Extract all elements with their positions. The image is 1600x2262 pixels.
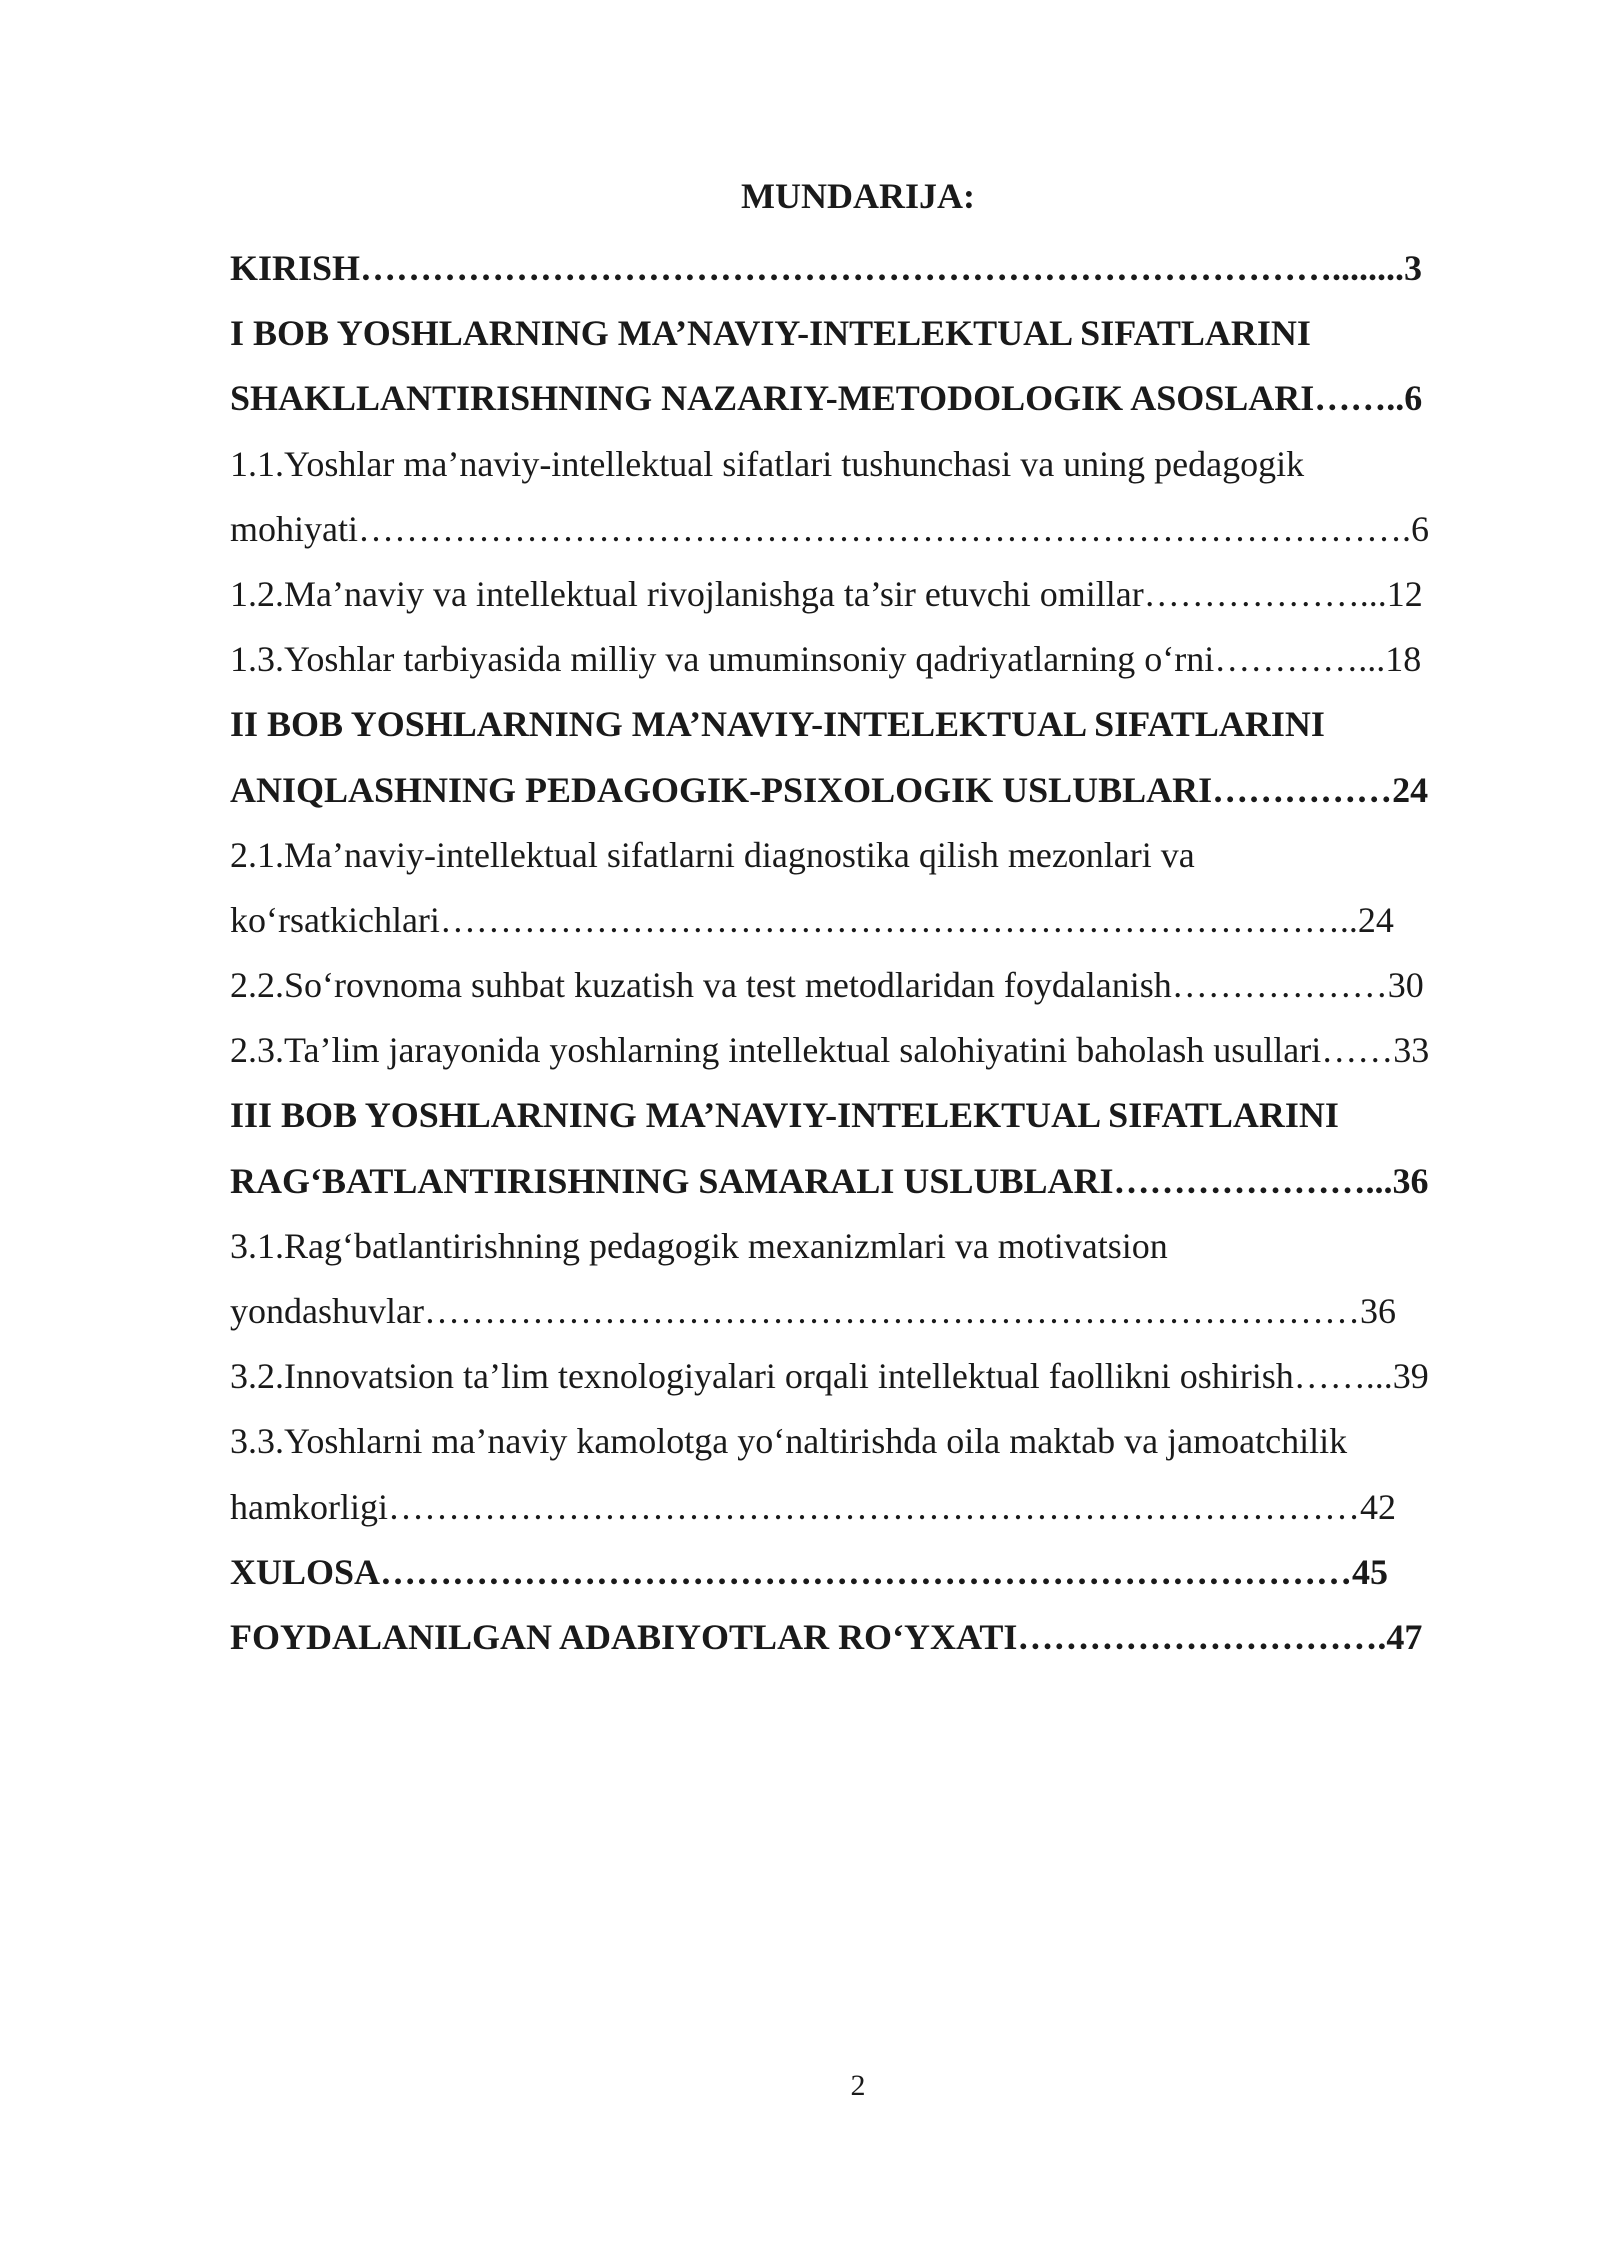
toc-chapter-2-title-cont: ANIQLASHNING PEDAGOGIK-PSIXOLOGIK USLUBLARI……………24 xyxy=(230,769,1429,810)
toc-section-3-3-cont: hamkorligi………………………………………………………………………42 xyxy=(230,1486,1396,1527)
toc-section-1-1: 1.1.Yoshlar ma’naviy-intellektual sifatlari tushunchasi va uning pedagogik xyxy=(230,443,1305,484)
toc-entry-bibliography: FOYDALANILGAN ADABIYOTLAR RO‘YXATI………………………….47 xyxy=(230,1616,1423,1657)
toc-section-3-2: 3.2.Innovatsion ta’lim texnologiyalari orqali intellektual faollikni oshirish……...39 xyxy=(230,1356,1429,1397)
toc-section-3-3: 3.3.Yoshlarni ma’naviy kamolotga yo‘naltirishda oila maktab va jamoatchilik xyxy=(230,1421,1348,1462)
toc-section-1-1-cont: mohiyati…………………………………………………………………………….6 xyxy=(230,508,1429,549)
toc-section-2-3: 2.3.Ta’lim jarayonida yoshlarning intellektual salohiyatini baholash usullari……33 xyxy=(230,1030,1430,1071)
table-of-contents xyxy=(230,236,1490,1670)
toc-entry-xulosa: XULOSA………………………………………………………………………45 xyxy=(230,1551,1389,1592)
toc-chapter-3-title-cont: RAG‘BATLANTIRISHNING SAMARALI USLUBLARI…………………...36 xyxy=(230,1160,1429,1201)
toc-chapter-1-title: I BOB YOSHLARNING MA’NAVIY-INTELEKTUAL SIFATLARINI xyxy=(230,313,1311,354)
toc-section-2-2: 2.2.So‘rovnoma suhbat kuzatish va test metodlaridan foydalanish………………30 xyxy=(230,965,1424,1006)
toc-heading: MUNDARIJA: xyxy=(741,176,975,216)
toc-chapter-2-title: II BOB YOSHLARNING MA’NAVIY-INTELEKTUAL SIFATLARINI xyxy=(230,704,1325,745)
toc-section-3-1: 3.1.Rag‘batlantirishning pedagogik mexanizmlari va motivatsion xyxy=(230,1225,1168,1266)
page-number: 2 xyxy=(850,2069,866,2102)
toc-entry-kirish: KIRISH………………………………………………………………………........3 xyxy=(230,248,1423,288)
toc-section-1-2: 1.2.Ma’naviy va intellektual rivojlanishga ta’sir etuvchi omillar………………...12 xyxy=(230,573,1423,614)
toc-chapter-3-title: III BOB YOSHLARNING MA’NAVIY-INTELEKTUAL SIFATLARINI xyxy=(230,1095,1339,1136)
toc-section-2-1: 2.1.Ma’naviy-intellektual sifatlarni diagnostika qilish mezonlari va xyxy=(230,834,1195,875)
toc-section-1-3: 1.3.Yoshlar tarbiyasida milliy va umuminsoniy qadriyatlarning o‘rni…………...18 xyxy=(230,639,1422,680)
toc-chapter-1-title-cont: SHAKLLANTIRISHNING NAZARIY-METODOLOGIK ASOSLARI……..6 xyxy=(230,378,1423,419)
toc-section-2-1-cont: ko‘rsatkichlari…………………………………………………………………..24 xyxy=(230,899,1394,940)
toc-section-3-1-cont: yondashuvlar……………………………………………………………………36 xyxy=(230,1291,1396,1331)
